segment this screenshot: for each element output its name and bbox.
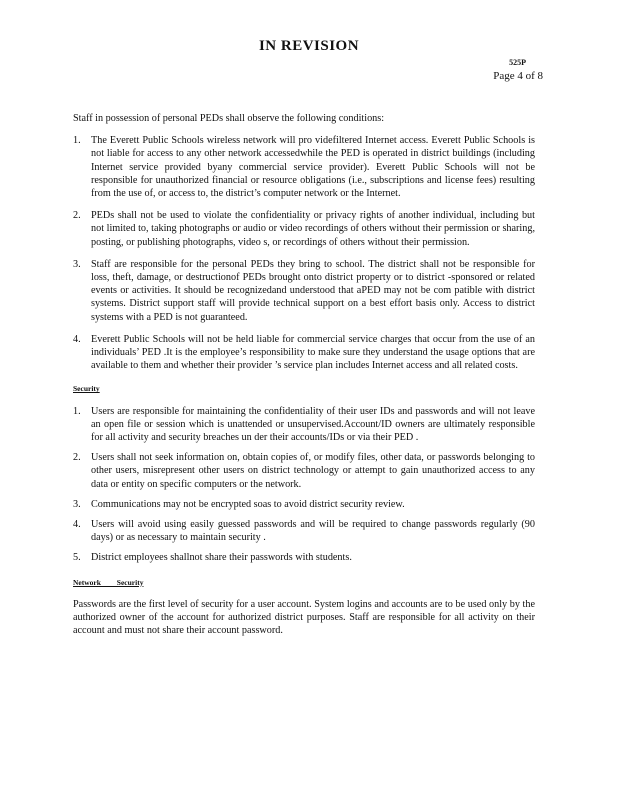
security-list bbox=[73, 405, 535, 565]
item-text: PEDs shall not be used to violate the confidentiality or privacy rights of another individual, including but not limited to, taking photographs or audio or video recordings of others without their permission or sharing, posting, or publishing photographs, video s, or recordings of others without their permission. bbox=[91, 210, 535, 248]
page-number: Page 4 of 8 bbox=[493, 70, 543, 82]
list-item bbox=[73, 498, 535, 511]
item-number: 2. bbox=[73, 452, 81, 464]
item-number: 2. bbox=[73, 210, 81, 222]
list-item bbox=[73, 551, 535, 564]
item-text: Communications may not be encrypted soas to avoid district security review. bbox=[91, 498, 405, 510]
network-security-heading: Network Security bbox=[73, 577, 144, 587]
list-item bbox=[73, 451, 535, 491]
item-text: Users shall not seek information on, obtain copies of, or modify files, other data, or passwords belonging to other users, misrepresent other users on district technology or attempt to gain unauthorized access to any data or entity on specific computers or the network. bbox=[91, 452, 535, 490]
item-text: Staff are responsible for the personal PEDs they bring to school. The district shall not be responsible for loss, theft, damage, or destructionof PEDs brought onto district property or to district -sponsored or related events or activities. It should be recognizedand understood that aPED may not be com patible with district systems. District support staff will provide technical support on a best effort basis only. Access to district systems with a PED is not guaranteed. bbox=[91, 258, 535, 323]
security-heading: Security bbox=[73, 384, 100, 394]
document-body bbox=[73, 112, 535, 638]
item-number: 3. bbox=[73, 498, 81, 510]
item-text: The Everett Public Schools wireless network will pro videfiltered Internet access. Everett Public Schools is not liable for access to any other network accessedwhile the PED is operated in district buildings (including Internet service provided byany commercial service provider). Everett Public Schools will not be responsible for unauthorized financial or resource obligations (i.e., subscriptions and license fees) resulting from the use of, or access to, the district’s computer network or the Internet. bbox=[91, 135, 535, 200]
conditions-list bbox=[73, 134, 535, 372]
item-number: 4. bbox=[73, 519, 81, 531]
list-item bbox=[73, 405, 535, 445]
list-item bbox=[73, 258, 535, 324]
document-code: 525P bbox=[509, 58, 526, 67]
list-item bbox=[73, 333, 535, 373]
item-text: Everett Public Schools will not be held liable for commercial service charges that occur from the use of an individuals’ PED .It is the employee’s responsibility to make sure they understand the usage options that are available to them and whether their provider ’s service plan includes Internet access and all related costs. bbox=[91, 333, 535, 372]
list-item bbox=[73, 518, 535, 544]
item-number: 4. bbox=[73, 333, 81, 345]
list-item bbox=[73, 209, 535, 249]
intro-text: Staff in possession of personal PEDs shall observe the following conditions: bbox=[73, 113, 385, 124]
item-text: Users will avoid using easily guessed passwords and will be required to change passwords regularly (90 days) or as necessary to maintain security . bbox=[91, 519, 535, 544]
item-number: 1. bbox=[73, 405, 81, 417]
network-security-paragraph: Passwords are the first level of security for a user account. System logins and accounts are to be used only by the authorized owner of the account for authorized district purposes. Staff are responsible for all activity on their account and must not share their account password. bbox=[73, 598, 535, 637]
list-item bbox=[73, 134, 535, 200]
item-number: 5. bbox=[73, 552, 81, 564]
item-text: Users are responsible for maintaining the confidentiality of their user IDs and passwords and will not leave an open file or session which is unattended or unsupervised.Account/ID owners are ultimately responsible for all activity and security breaches un der their accounts/IDs or via their PED . bbox=[91, 405, 535, 444]
item-number: 1. bbox=[73, 135, 81, 147]
item-text: District employees shallnot share their passwords with students. bbox=[91, 552, 352, 564]
page-title: IN REVISION bbox=[258, 38, 360, 54]
item-number: 3. bbox=[73, 258, 81, 270]
